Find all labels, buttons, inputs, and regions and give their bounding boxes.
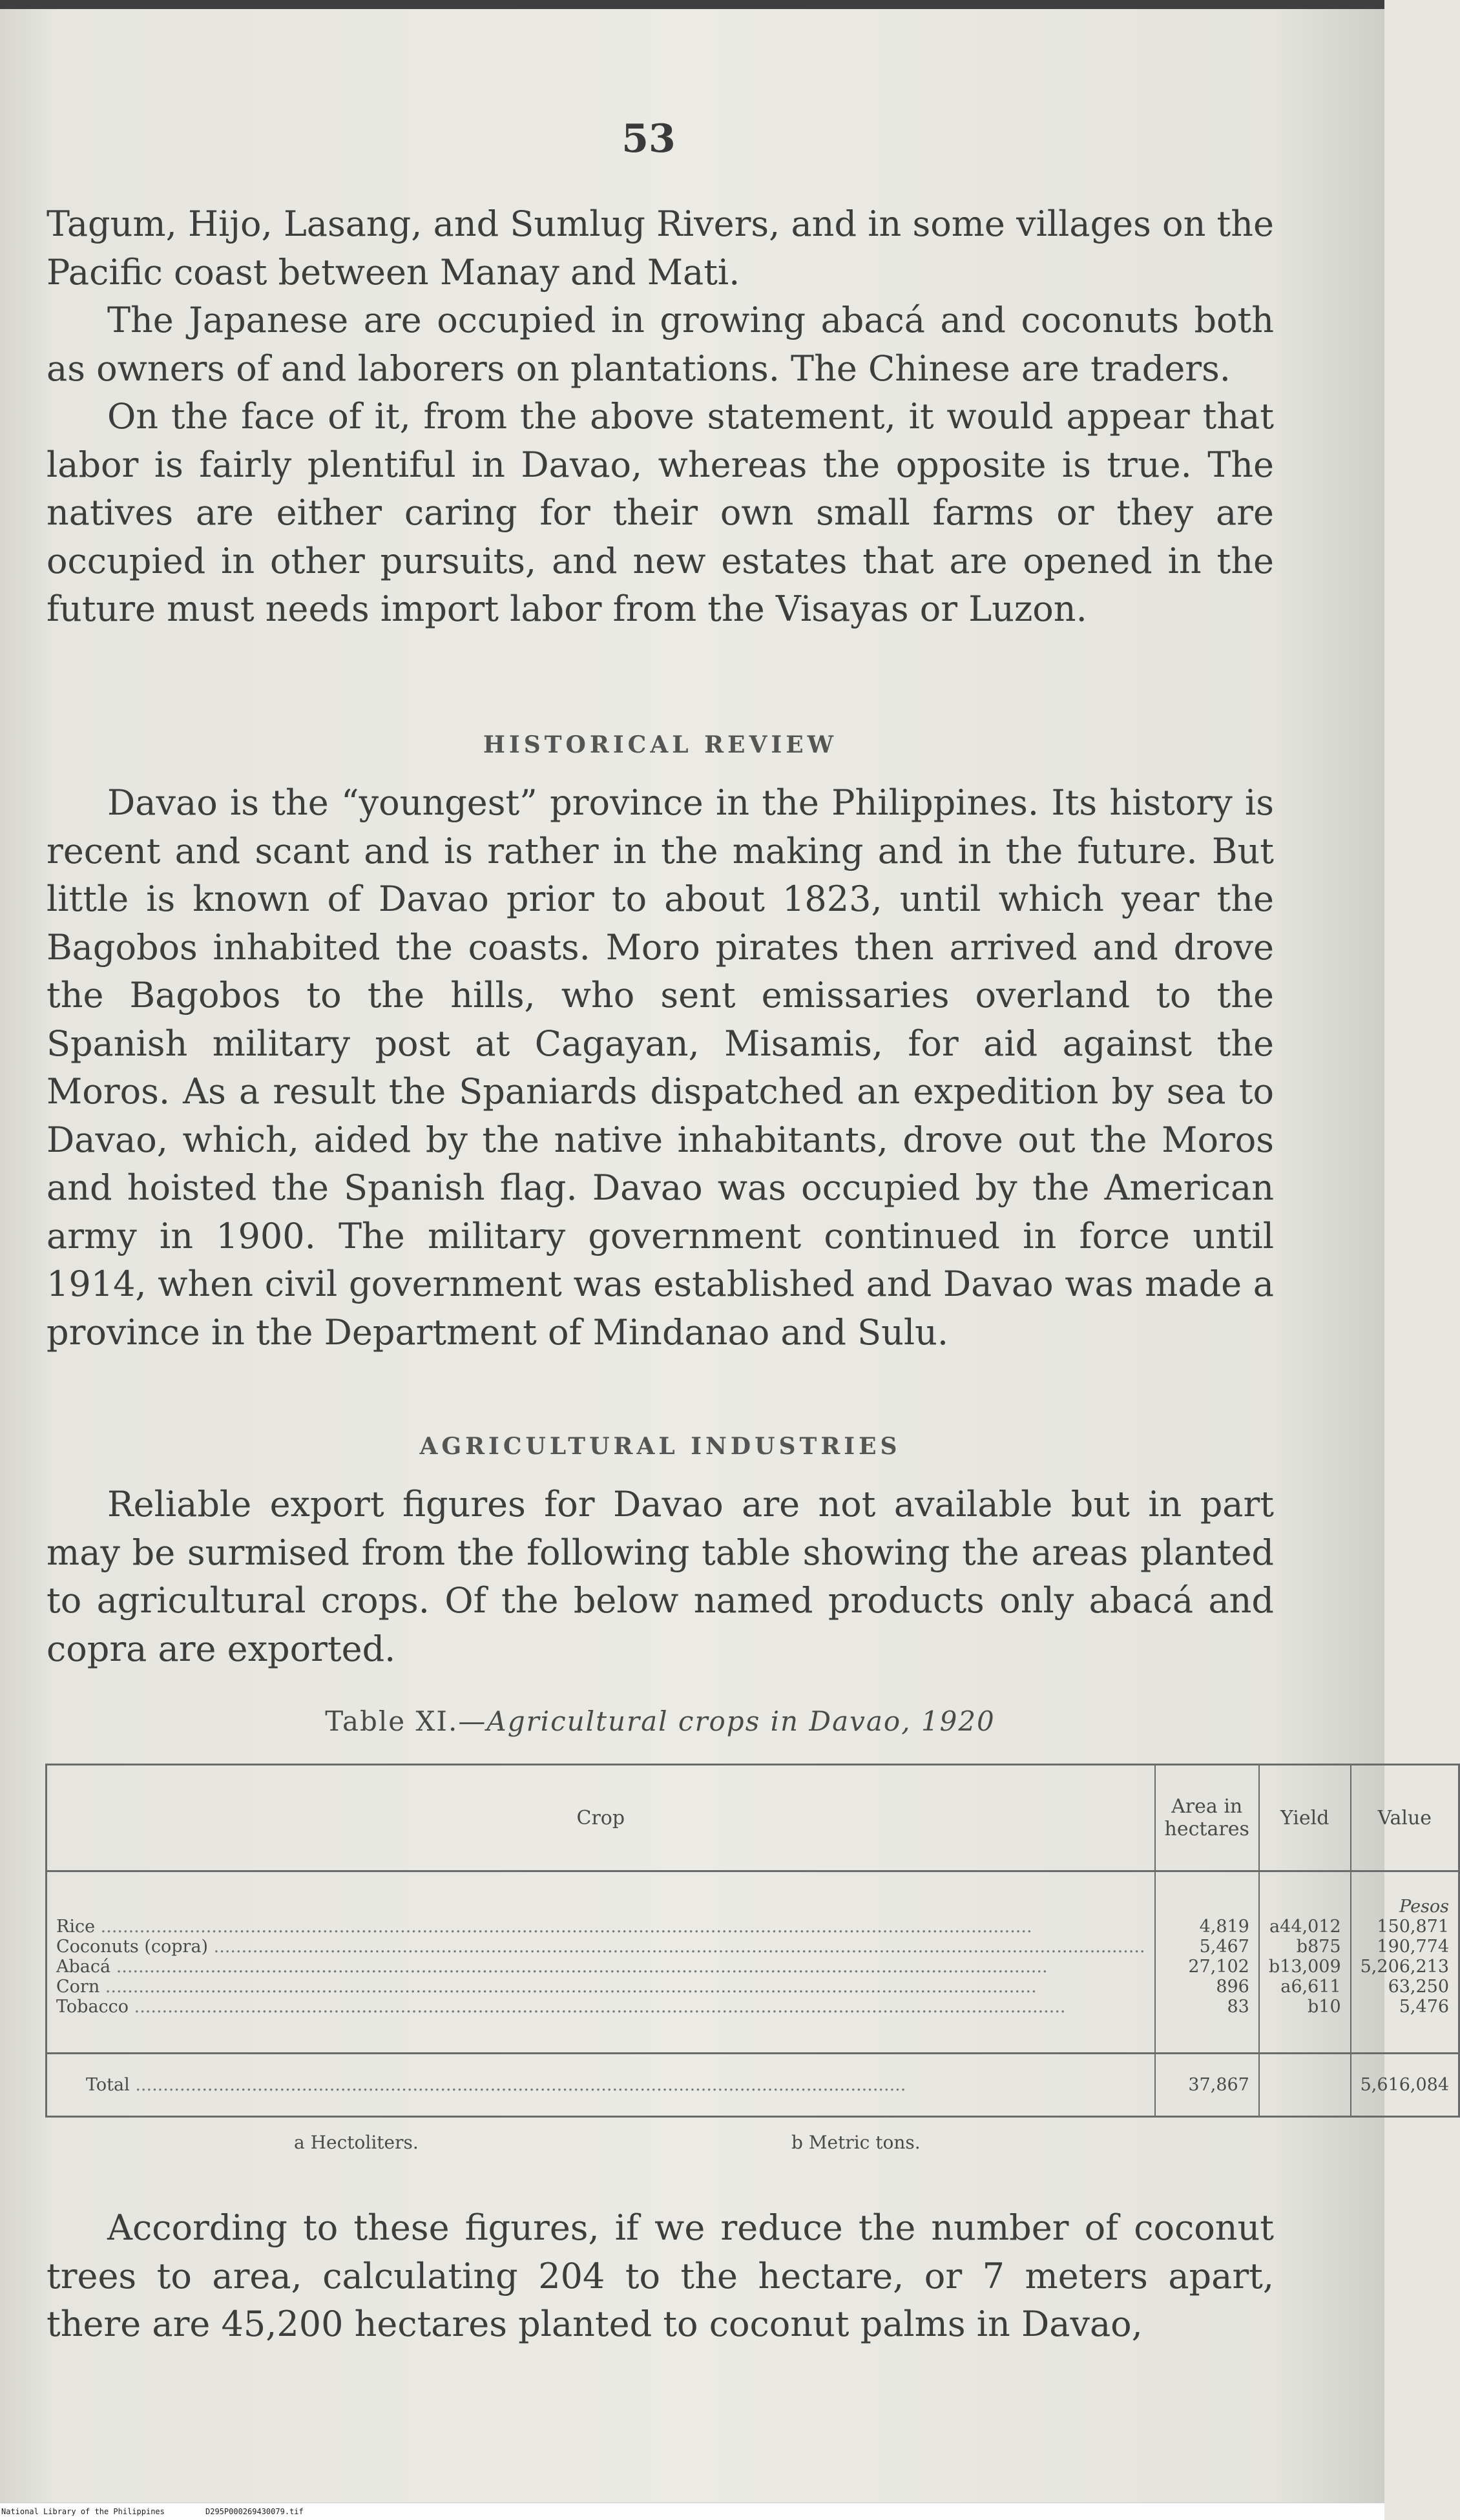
value-amount: 150,871 xyxy=(1377,1917,1450,1937)
footnote-metric-tons: b Metric tons. xyxy=(791,2132,921,2153)
value-amount: 63,250 xyxy=(1388,1977,1450,1997)
total-yield xyxy=(1259,2054,1351,2117)
heading-historical-review: HISTORICAL REVIEW xyxy=(483,731,838,758)
crop-name: Corn ..... xyxy=(56,1977,1145,1997)
scan-library-label: National Library of the Philippines xyxy=(1,2507,165,2516)
area-value: 5,467 xyxy=(1199,1937,1249,1957)
table-caption-title: Agricultural crops in Davao, 1920 xyxy=(486,1705,996,1737)
total-value: 5,616,084 xyxy=(1351,2054,1459,2117)
crop-name-column xyxy=(47,1871,1155,2054)
paragraph-labor: On the face of it, from the above statement, it would appear that labor is fairly plentiful in Davao, whereas the opposite is true. The natives are either caring for their own small farms or they are occupied in other pursuits, and new estates that are opened in the future must needs import labor from the Visayas or Luzon. xyxy=(47,396,1274,629)
header-area: Area in hectares xyxy=(1155,1765,1259,1871)
table-caption-prefix: Table XI.— xyxy=(325,1705,487,1737)
page-number: 53 xyxy=(621,116,676,161)
crop-name: Rice ..... xyxy=(56,1917,1145,1937)
value-amount: 190,774 xyxy=(1377,1937,1450,1957)
closing-text xyxy=(47,2204,1274,2349)
paragraph-japanese: The Japanese are occupied in growing abacá and coconuts both as owners of and laborers on plantations. The Chinese are traders. xyxy=(47,300,1274,389)
scan-footer xyxy=(0,2503,1384,2520)
crop-name: Abacá ..... xyxy=(56,1957,1145,1977)
total-label: Total ..... xyxy=(47,2054,1155,2117)
total-area: 37,867 xyxy=(1155,2054,1259,2117)
area-value: 27,102 xyxy=(1188,1957,1249,1977)
header-crop: Crop xyxy=(47,1765,1155,1871)
header-yield: Yield xyxy=(1259,1765,1351,1871)
area-value: 4,819 xyxy=(1199,1917,1249,1937)
scan-file-label: D295P000269430079.tif xyxy=(205,2507,304,2516)
paragraph-agricultural: Reliable export figures for Davao are not available but in part may be surmised from the following table showing the areas planted to agricultural crops. Of the below named products only abacá and copra are exported. xyxy=(47,1484,1274,1669)
value-amount: 5,476 xyxy=(1399,1997,1450,2017)
table-caption xyxy=(47,1705,1274,1737)
value-unit-label: Pesos xyxy=(1399,1897,1450,1917)
intro-text xyxy=(47,200,1274,634)
value-column xyxy=(1351,1871,1459,2054)
yield-value: a6,611 xyxy=(1280,1977,1341,1997)
paragraph-rivers: Tagum, Hijo, Lasang, and Sumlug Rivers, and in some villages on the Pacific coast between Manay and Mati. xyxy=(47,203,1274,293)
historical-text xyxy=(47,779,1274,1357)
crop-name: Tobacco ..... xyxy=(56,1997,1145,2017)
area-value: 83 xyxy=(1227,1997,1249,2017)
area-column xyxy=(1155,1871,1259,2054)
yield-column xyxy=(1259,1871,1351,2054)
scan-top-edge xyxy=(0,0,1384,9)
crops-table xyxy=(45,1764,1460,2118)
footnote-hectoliters: a Hectoliters. xyxy=(294,2132,419,2153)
crop-name: Coconuts (copra) ..... xyxy=(56,1937,1145,1957)
paragraph-coconut-area: According to these figures, if we reduce the number of coconut trees to area, calculating 204 to the hectare, or 7 meters apart, there are 45,200 hectares planted to coconut palms in Davao, xyxy=(47,2207,1274,2344)
table-total-row xyxy=(47,2054,1459,2117)
yield-value: b10 xyxy=(1307,1997,1341,2017)
yield-value: a44,012 xyxy=(1269,1917,1341,1937)
area-value: 896 xyxy=(1216,1977,1249,1997)
yield-value: b875 xyxy=(1296,1937,1341,1957)
paragraph-historical: Davao is the “youngest” province in the Philippines. Its history is recent and scant and is rather in the making and in the future. But little is known of Davao prior to about 1823, until which year the Bagobos inhabited the coasts. Moro pirates then arrived and drove the Bagobos to the hills, who sent emissaries overland to the Spanish military post at Cagayan, Misamis, for aid against the Moros. As a result the Spaniards dispatched an expedition by sea to Davao, which, aided by the native inhabitants, drove out the Moros and hoisted the Spanish flag. Davao was occupied by the American army in 1900. The military government continued in force until 1914, when civil government was established and Davao was made a province in the Department of Mindanao and Sulu. xyxy=(47,782,1274,1353)
table-body xyxy=(47,1871,1459,2054)
yield-value: b13,009 xyxy=(1268,1957,1341,1977)
header-value: Value xyxy=(1351,1765,1459,1871)
value-amount: 5,206,213 xyxy=(1360,1957,1450,1977)
table-header-row xyxy=(47,1765,1459,1871)
agricultural-text xyxy=(47,1481,1274,1673)
heading-agricultural-industries: AGRICULTURAL INDUSTRIES xyxy=(419,1433,901,1460)
